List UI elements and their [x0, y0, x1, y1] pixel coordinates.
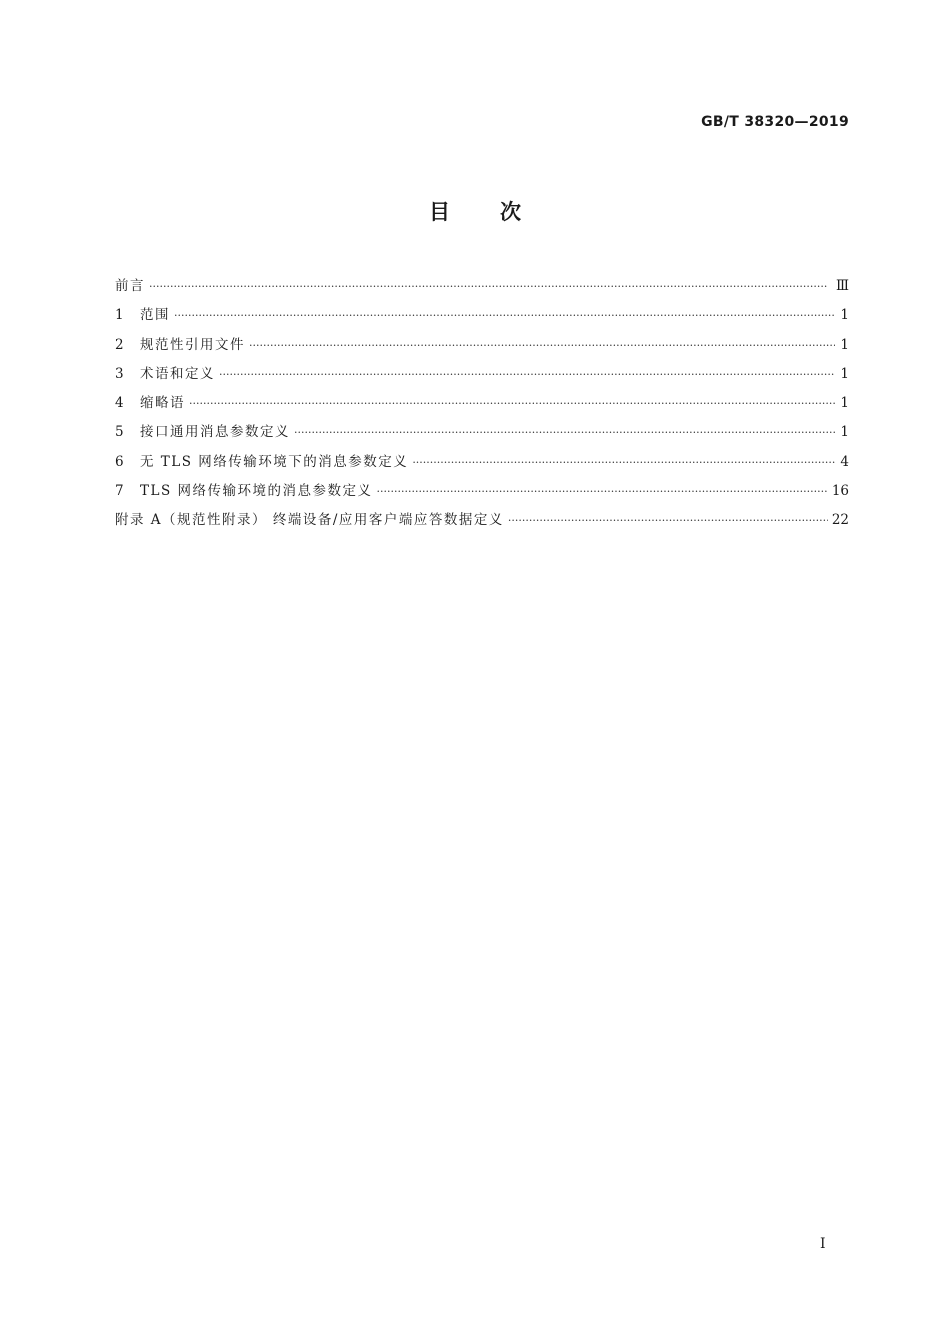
toc-entry-text: 接口通用消息参数定义 [140, 424, 290, 441]
toc-entry-page: 16 [831, 483, 849, 500]
toc-entry-text: 附录 A（规范性附录） 终端设备/应用客户端应答数据定义 [115, 512, 504, 529]
toc-entry-2[interactable] [115, 331, 849, 360]
toc-entry-number: 4 [115, 395, 124, 412]
toc-title: 目次 [429, 200, 571, 224]
toc-entry-text: TLS 网络传输环境的消息参数定义 [140, 483, 373, 500]
toc-entry-4[interactable] [115, 389, 849, 418]
toc-entry-text: 范围 [140, 307, 170, 324]
toc-dot-leader [249, 331, 835, 360]
toc-entry-7[interactable] [115, 477, 849, 506]
toc-entry-text: 无 TLS 网络传输环境下的消息参数定义 [140, 453, 409, 470]
toc-entry-page: 1 [840, 395, 849, 412]
toc-entry-page: 22 [831, 512, 849, 529]
toc-entry-text: 前言 [115, 278, 145, 294]
toc-dot-leader [377, 477, 828, 506]
toc-entry-text: 规范性引用文件 [140, 336, 245, 353]
toc-entry-preface[interactable] [115, 272, 849, 301]
toc-entry-number: 6 [115, 453, 124, 470]
toc-entry-3[interactable] [115, 360, 849, 389]
toc-entry-number: 7 [115, 483, 124, 500]
toc-entry-page: Ⅲ [835, 278, 849, 294]
toc-entry-page: 1 [840, 307, 849, 324]
toc-dot-leader [508, 506, 828, 535]
toc-dot-leader [219, 360, 835, 389]
table-of-contents [115, 272, 849, 536]
toc-entry-page: 1 [840, 336, 849, 353]
toc-dot-leader [174, 301, 835, 330]
toc-dot-leader [149, 272, 832, 301]
toc-dot-leader [189, 389, 835, 418]
toc-entry-page: 4 [840, 453, 849, 470]
toc-entry-page: 1 [840, 424, 849, 441]
toc-entry-text: 缩略语 [140, 395, 185, 412]
toc-entry-5[interactable] [115, 418, 849, 447]
toc-entry-1[interactable] [115, 301, 849, 330]
page-number: I [820, 1236, 826, 1252]
toc-entry-appendix-a[interactable] [115, 506, 849, 535]
toc-dot-leader [294, 418, 835, 447]
toc-entry-number: 1 [115, 307, 124, 324]
toc-entry-page: 1 [840, 365, 849, 382]
toc-entry-number: 3 [115, 365, 124, 382]
standard-number: GB/T 38320—2019 [701, 114, 849, 130]
toc-entry-text: 术语和定义 [140, 365, 215, 382]
toc-entry-number: 5 [115, 424, 124, 441]
toc-dot-leader [412, 448, 835, 477]
toc-entry-6[interactable] [115, 448, 849, 477]
toc-entry-number: 2 [115, 336, 124, 353]
